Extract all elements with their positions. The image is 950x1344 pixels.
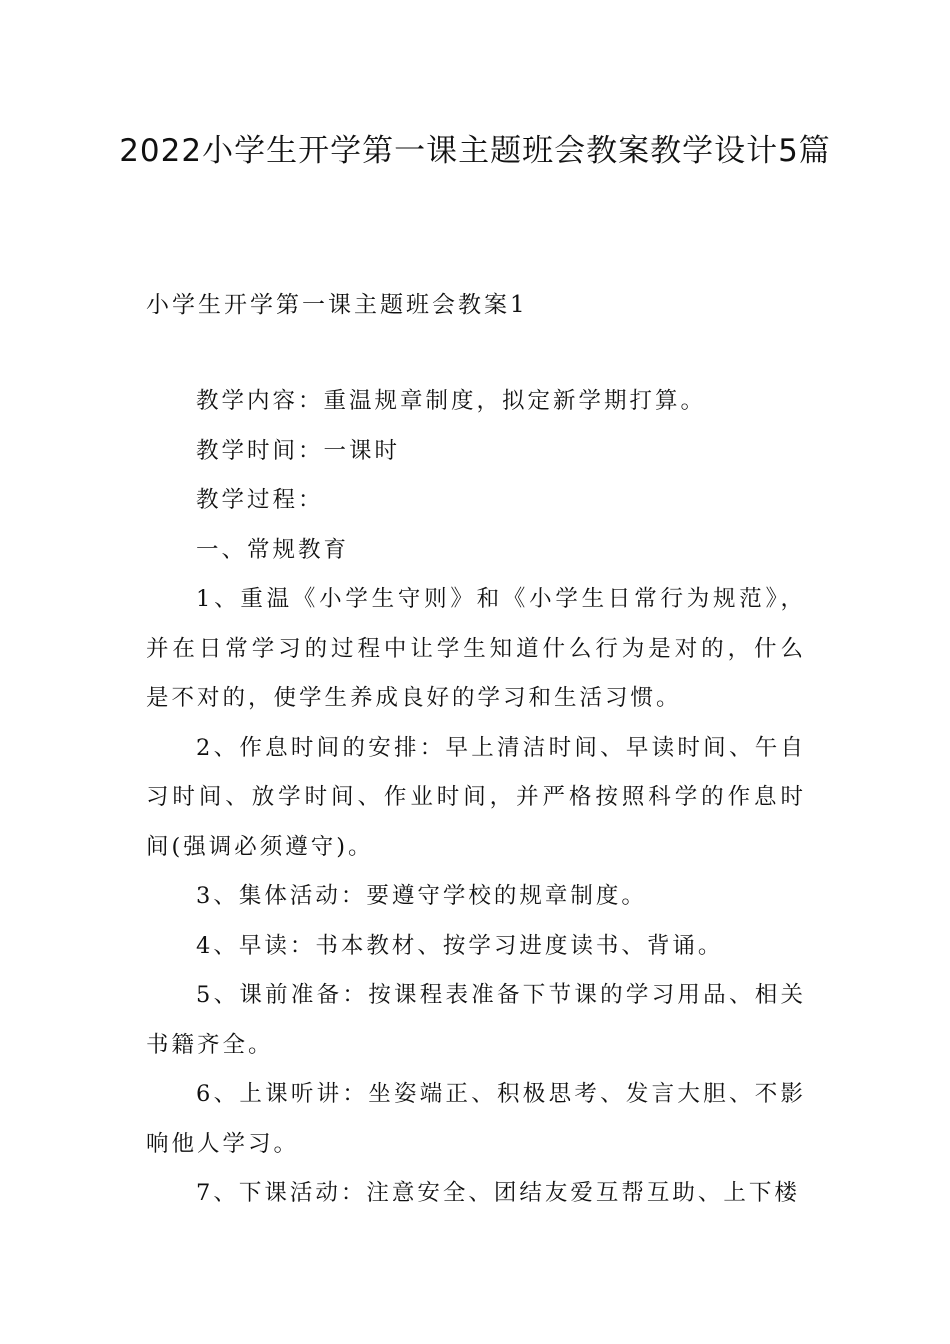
paragraph-routine-heading: 一、常规教育 bbox=[196, 536, 350, 563]
paragraph-item-3: 3、集体活动：要遵守学校的规章制度。 bbox=[196, 883, 647, 909]
paragraph-item-1: 1、重温《小学生守则》和《小学生日常行为规范》，并在日常学习的过程中让学生知道什么行为是对的，什么是不对的，使学生养成良好的学习和生活习惯。 bbox=[146, 586, 806, 711]
section-heading: 小学生开学第一课主题班会教案1 bbox=[146, 292, 528, 318]
paragraph-item-6: 6、上课听讲：坐姿端正、积极思考、发言大胆、不影响他人学习。 bbox=[146, 1081, 806, 1157]
paragraph-item-5: 5、课前准备：按课程表准备下节课的学习用品、相关书籍齐全。 bbox=[146, 982, 806, 1058]
document-title: 2022小学生开学第一课主题班会教案教学设计5篇 bbox=[119, 133, 831, 169]
paragraph-item-7: 7、下课活动：注意安全、团结友爱互帮互助、上下楼 bbox=[196, 1180, 800, 1206]
paragraph-item-2: 2、作息时间的安排：早上清洁时间、早读时间、午自习时间、放学时间、作业时间，并严格按照科学的作息时间(强调必须遵守)。 bbox=[146, 734, 806, 860]
document-body bbox=[146, 377, 806, 1219]
paragraph-process: 教学过程： bbox=[196, 487, 324, 513]
paragraph-item-4: 4、早读：书本教材、按学习进度读书、背诵。 bbox=[196, 932, 724, 959]
paragraph-time: 教学时间：一课时 bbox=[196, 437, 401, 464]
paragraph-content: 教学内容：重温规章制度，拟定新学期打算。 bbox=[196, 388, 707, 414]
